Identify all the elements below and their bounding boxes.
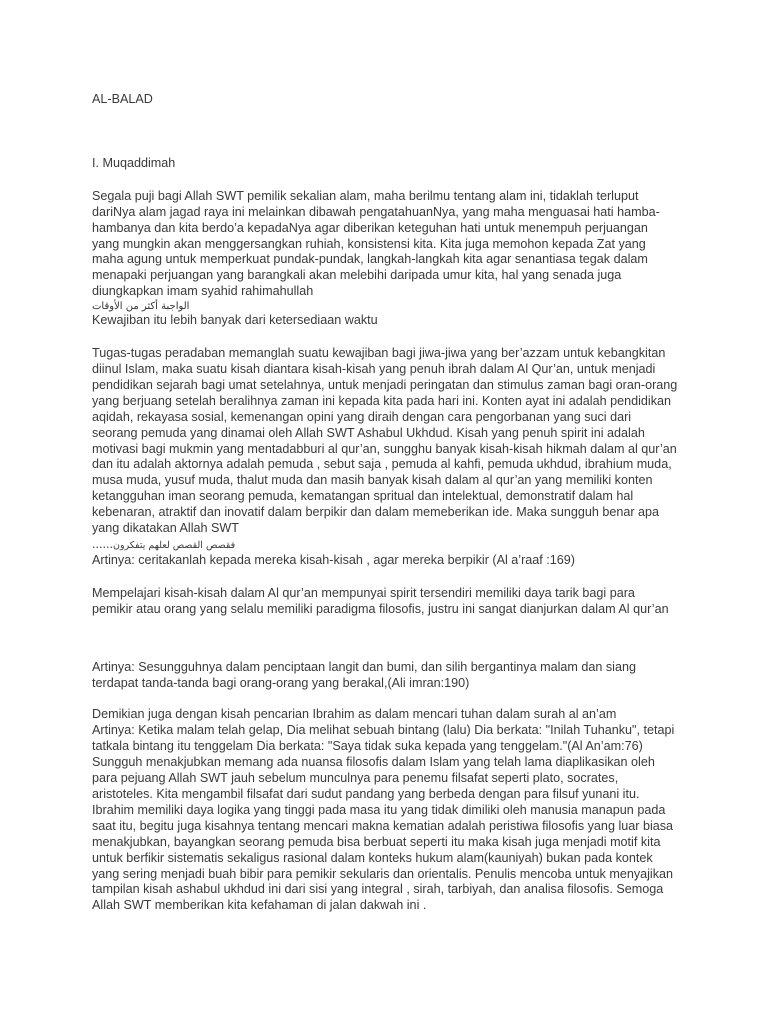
arabic-quote-2-translation: Artinya: ceritakanlah kepada mereka kisah-kisah , agar mereka berpikir (Al a’raaf :169) <box>92 552 575 567</box>
arabic-quote-2-text: فقصص القصص لعلهم يتفكرون <box>113 539 236 551</box>
section-heading: I. Muqaddimah <box>92 155 176 170</box>
paragraph-ibrahim-translation: Artinya: Ketika malam telah gelap, Dia melihat sebuah bintang (lalu) Dia berkata: "Inilah Tuhanku", tetapi tatkala bintang itu tenggelam Dia berkata: "Saya tidak suka kepada yang tenggelam."(Al An’am:76) <box>92 723 675 754</box>
arabic-quote-2 <box>92 537 678 553</box>
paragraph-tugas: Tugas-tugas peradaban memanglah suatu kewajiban bagi jiwa-jiwa yang ber’azzam untuk kebangkitan diinul Islam, maka suatu kisah diantara kisah-kisah yang penuh ibrah dalam Al Qur’an, untuk menjadi pendidikan sejarah bagi umat setelahnya, untuk menjadi peringatan dan stimulus zaman bagi oran-orang yang berjuang setelah beralihnya zaman ini kepada kita pada hari ini. Konten ayat ini adalah pendidikan aqidah, rekayasa sosial, kemenangan opini yang diraih dengan cara pengorbanan yang suci dari seorang pemuda yang dinamai oleh Allah SWT Ashabul Ukhdud. Kisah yang penuh spirit ini adalah motivasi bagi mukmin yang mentadabburi al qur’an, sungghu banyak kisah-kisah hikmah dalam al qur’an dan itu adalah aktornya adalah pemuda , sebut saja , pemuda al kahfi, pemuda ukhdud, ibrahium muda, musa muda, yusuf muda, thalut muda dan masih banyak kisah dalam al qur’an yang memiliki konten ketangguhan iman seorang pemuda, kematangan spritual dan intelektual, demonstratif dalam hal kebenaran, atraktif dan inovatif dalam berpikir dan dalam memeberikan ide. Maka sungguh benar apa yang dikatakan Allah SWT <box>92 346 678 536</box>
arabic-quote-1: الواجبة أكثر من الأوقات <box>92 301 190 313</box>
paragraph-ibrahim: Demikian juga dengan kisah pencarian Ibrahim as dalam mencari tuhan dalam surah al an’am <box>92 707 617 722</box>
paragraph-ali-imran: Artinya: Sesungguhnya dalam penciptaan langit dan bumi, dan silih bergantinya malam dan siang terdapat tanda-tanda bagi orang-orang yang berakal,(Ali imran:190) <box>92 659 636 690</box>
paragraph-filosofis: Sungguh menakjubkan memang ada nuansa filosofis dalam Islam yang telah lama diaplikasikan oleh para pejuang Allah SWT jauh sebelum munculnya para penemu filsafat seperti plato, socrates, aristoteles. Kita mengambil filsafat dari sudut pandang yang berbeda dengan para filsuf yunani itu. Ibrahim memiliki daya logika yang tinggi pada masa itu yang tidak dimiliki oleh manusia manapun pada saat itu, begitu juga kisahnya tentang mencari makna kematian adalah peristiwa filosofis yang luar biasa menakjubkan, bayangkan seorang pemuda bisa berbuat seperti itu maka kisah juga menjadi motif kita untuk berfikir sistematis sekaligus rasional dalam konteks hukum alam(kauniyah) bukan pada kontek yang sering menjadi buah bibir para pemikir sekularis dan orientalis. Penulis mencoba untuk menyajikan tampilan kisah ashabul ukhdud ini dari sisi yang integral , sirah, tarbiyah, dan analisa filosofis. Semoga Allah SWT memberikan kita kefahaman di jalan dakwah ini . <box>92 755 674 913</box>
paragraph-mempelajari: Mempelajari kisah-kisah dalam Al qur’an mempunyai spirit tersendiri memiliki daya tarik bagi para pemikir atau orang yang selalu memiliki paradigma filosofis, justru ini sangat dianjurkan dalam Al qur’an <box>92 585 669 616</box>
arabic-quote-1-translation: Kewajiban itu lebih banyak dari ketersediaan waktu <box>92 313 378 328</box>
paragraph-intro: Segala puji bagi Allah SWT pemilik sekalian alam, maha berilmu tentang alam ini, tidaklah terluput dariNya alam jagad raya ini melainkan dibawah pengatahuanNya, yang maha menguasai hati hamba-hambanya dan kita berdo’a kepadaNya agar diberikan keteguhan hati untuk menempuh perjuangan yang mungkin akan menggersangkan ruhiah, konsistensi kita. Kita juga memohon kepada Zat yang maha agung untuk memperkuat pundak-pundak, langkah-langkah kita agar senantiasa tegak dalam menapaki perjuangan yang barangkali akan melebihi daripada umur kita, hal yang senada juga diungkapkan imam syahid rahimahullah <box>92 188 660 299</box>
arabic-quote-2-prefix: ...... <box>92 536 113 551</box>
document-title: AL-BALAD <box>92 92 153 106</box>
